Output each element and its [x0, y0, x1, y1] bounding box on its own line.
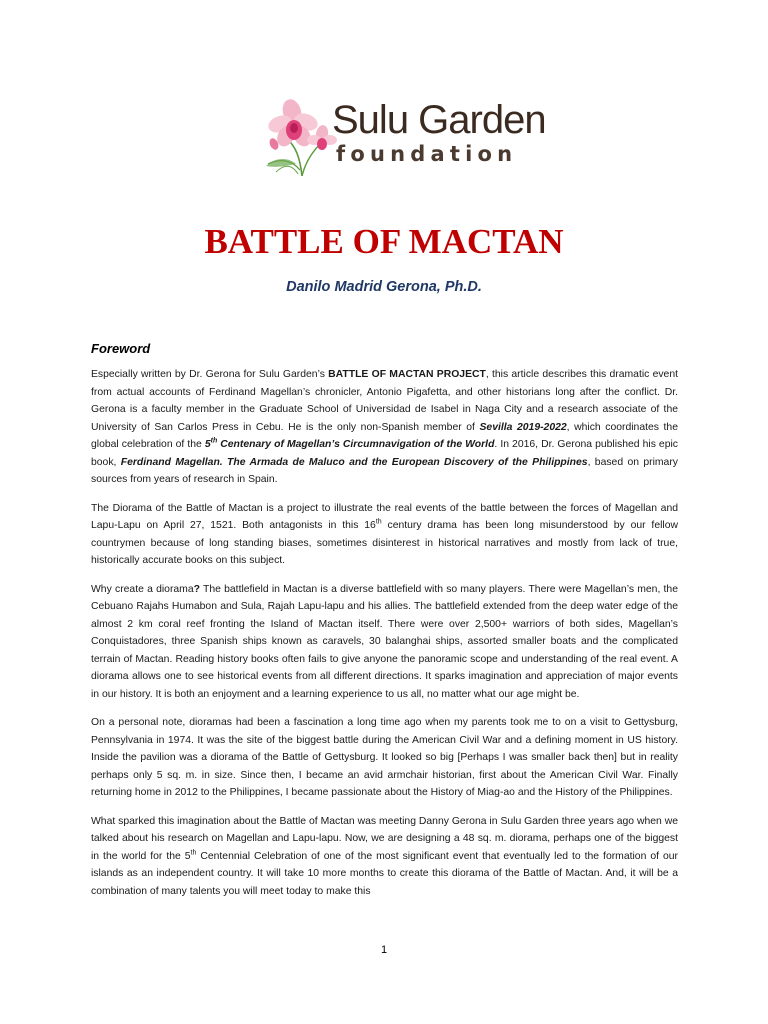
paragraph: Why create a diorama? The battlefield in Mactan is a diverse battlefield with so many players. There were Magellan’s men, the Cebuano Rajahs Humabon and Sula, Rajah Lapu-lapu and his allies. The battlefield extended from the deep water edge of the almost 2 km coral reef fronting the Island of Mactan itself. There were over 2,500+ warriors of both sides, Magellan’s Conquistadores, three Spanish ships known as caravels, 30 balanghai ships, assorted smaller boats and the complicated terrain of Mactan. Reading history books often fails to give anyone the panoramic scope and understanding of the real event. A diorama allows one to see historical events from all different directions. It sparks imagination and appreciation of major events in our history. It is both an enjoyment and a learning experience to us all, no matter what our age might be. [91, 583, 678, 700]
paragraph: The Diorama of the Battle of Mactan is a project to illustrate the real events of the battle between the forces of Magellan and Lapu-Lapu on April 27, 1521. Both antagonists in this 16th century drama has been long misunderstood by our fellow countrymen because of long standing biases, sometimes disinterest in historical narratives and mostly from lack of true, historically accurate books on this subject. [91, 502, 678, 566]
body-text [91, 366, 678, 911]
paragraph: Especially written by Dr. Gerona for Sulu Garden’s BATTLE OF MACTAN PROJECT, this article describes this dramatic event from actual accounts of Ferdinand Magellan’s chronicler, Antonio Pigafetta, and other historians long after the conflict. Dr. Gerona is a faculty member in the Graduate School of Universidad de Isabel in Naga City and a research associate of the University of San Carlos Press in Cebu. He is the only non-Spanish member of Sevilla 2019-2022, which coordinates the global celebration of the 5th Centenary of Magellan’s Circumnavigation of the World. In 2016, Dr. Gerona published his epic book, Ferdinand Magellan. The Armada de Maluco and the European Discovery of the Philippines, based on primary sources from years of research in Spain. [91, 369, 679, 485]
paragraph: What sparked this imagination about the Battle of Mactan was meeting Danny Gerona in Sulu Garden three years ago when we talked about his research on Magellan and Lapu-lapu. Now, we are designing a 48 sq. m. diorama, perhaps one of the biggest in the world for the 5th Centennial Celebration of one of the most significant event that eventually led to the formation of our islands as an independent country. It will take 10 more months to create this diorama of the Battle of Mactan. And, it will be a combination of many talents you will meet today to make this [91, 815, 678, 897]
author-name: Danilo Madrid Gerona, Ph.D. [286, 279, 482, 295]
logo-wordmark: Sulu Garden [332, 98, 546, 142]
document-title: BATTLE OF MACTAN [204, 222, 564, 261]
section-heading: Foreword [91, 341, 151, 356]
logo-subtitle: foundation [336, 142, 518, 166]
page-number: 1 [380, 944, 388, 956]
paragraph: On a personal note, dioramas had been a fascination a long time ago when my parents took me to on a visit to Gettysburg, Pennsylvania in 1974. It was the site of the biggest battle during the American Civil War and a defining moment in US history. Inside the pavilion was a diorama of the Battle of Gettysburg. It looked so big [Perhaps I was smaller back then] but in reality perhaps only 5 sq. m. in size. Since then, I became an avid armchair historian, first about the American Civil War. Finally returning home in 2012 to the Philippines, I became passionate about the History of Miag-ao and the History of the Philippines. [91, 717, 678, 798]
sulu-garden-logo [256, 98, 546, 178]
